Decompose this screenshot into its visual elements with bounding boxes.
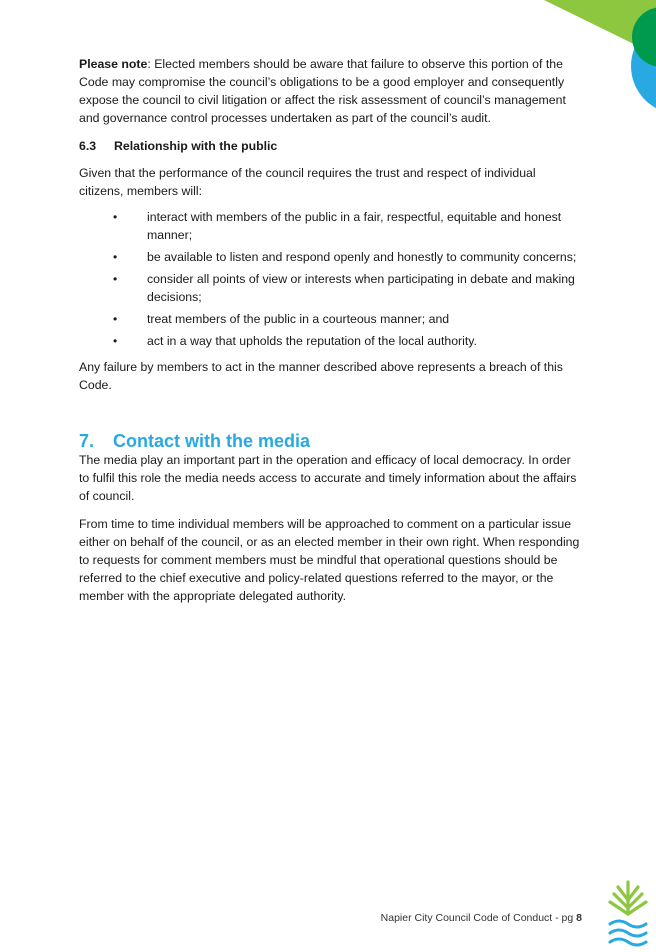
bullet-icon: • — [113, 334, 118, 348]
section-7-heading — [79, 431, 581, 451]
note-text: : Elected members should be aware that failure to observe this portion of the Code may compromise the council’s obligations to be a good employer and consequently expose the council to civil litigation or affect the risk assessment of council’s management and governance control processes undertaken as part of the council’s audit. — [79, 57, 566, 125]
list-item — [79, 248, 581, 266]
list-item — [79, 310, 581, 328]
list-item-text: consider all points of view or interests when participating in debate and making decisions; — [147, 272, 575, 304]
note-label: Please note — [79, 57, 148, 71]
section-7-number: 7. — [79, 431, 95, 451]
list-item — [79, 208, 581, 244]
note-paragraph — [79, 55, 581, 127]
list-item — [79, 270, 581, 306]
bullet-icon: • — [113, 210, 118, 224]
list-item-text: treat members of the public in a courteous manner; and — [147, 312, 450, 326]
bullet-icon: • — [113, 272, 118, 286]
bullet-list — [79, 208, 581, 350]
section-6-3-heading — [79, 137, 581, 155]
section-6-3-title: Relationship with the public — [114, 139, 278, 153]
section-7-paragraph-1: The media play an important part in the operation and efficacy of local democracy. In order to fulfil this role the media needs access to accurate and timely information about the affairs of council. — [79, 453, 577, 503]
page-number: 8 — [576, 912, 582, 924]
section-6-3-intro: Given that the performance of the council requires the trust and respect of individual citizens, members will: — [79, 166, 536, 198]
bullet-icon: • — [113, 312, 118, 326]
section-6-3-number: 6.3 — [79, 139, 97, 153]
section-6-3-closing: Any failure by members to act in the manner described above represents a breach of this Code. — [79, 360, 563, 392]
page-footer — [381, 912, 582, 924]
section-7-paragraph-2: From time to time individual members will be approached to comment on a particular issue either on behalf of the council, or as an elected member in their own right. When responding to requests for comment members must be mindful that operational questions should be referred to the chief executive and policy-related questions referred to the mayor, or the member with the appropriate delegated authority. — [79, 517, 580, 603]
list-item-text: act in a way that upholds the reputation of the local authority. — [147, 334, 477, 348]
page-content — [79, 55, 581, 605]
list-item-text: interact with members of the public in a fair, respectful, equitable and honest manner; — [147, 210, 562, 242]
footer-text: Napier City Council Code of Conduct - pg — [380, 912, 577, 924]
section-7-title: Contact with the media — [113, 431, 311, 451]
bullet-icon: • — [113, 250, 118, 264]
council-logo-icon — [606, 878, 650, 952]
list-item-text: be available to listen and respond openly and honestly to community concerns; — [147, 250, 577, 264]
list-item — [79, 332, 581, 350]
